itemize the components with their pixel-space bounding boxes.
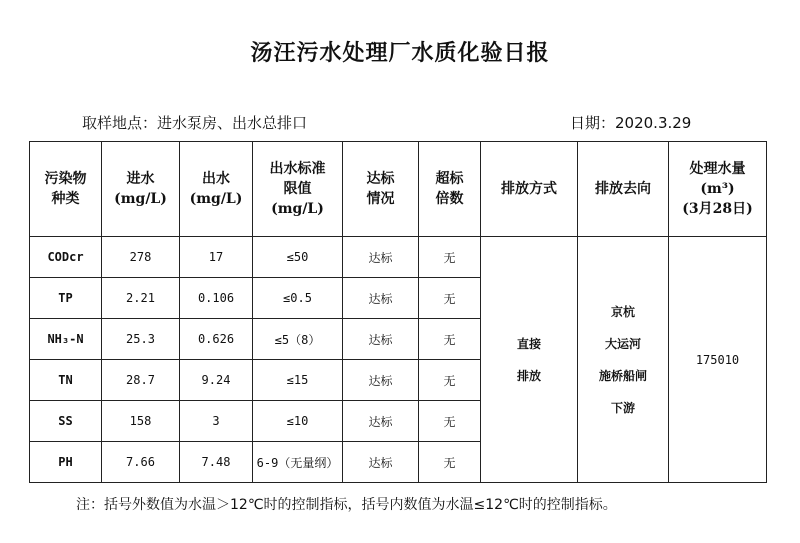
exceed-multiple: 无 [419, 319, 481, 360]
compliance-status: 达标 [343, 278, 419, 319]
compliance-status: 达标 [343, 360, 419, 401]
outflow-value: 17 [180, 237, 253, 278]
header-discharge-dest: 排放去向 [578, 142, 669, 237]
compliance-status: 达标 [343, 401, 419, 442]
pollutant-name: CODcr [30, 237, 102, 278]
treated-volume: 175010 [669, 237, 767, 483]
compliance-status: 达标 [343, 237, 419, 278]
pollutant-name: PH [30, 442, 102, 483]
header-volume: 处理水量 (m³) (3月28日) [669, 142, 767, 237]
sampling-location: 取样地点：进水泵房、出水总排口 [82, 114, 308, 132]
report-date: 日期：2020.3.29 [570, 114, 692, 132]
exceed-multiple: 无 [419, 237, 481, 278]
inflow-value: 25.3 [102, 319, 180, 360]
header-limit: 出水标准 限值 (mg/L) [253, 142, 343, 237]
outflow-value: 0.626 [180, 319, 253, 360]
header-discharge-mode: 排放方式 [481, 142, 578, 237]
limit-value: ≤10 [253, 401, 343, 442]
header-outflow: 出水 (mg/L) [180, 142, 253, 237]
outflow-value: 7.48 [180, 442, 253, 483]
compliance-status: 达标 [343, 442, 419, 483]
footnote: 注：括号外数值为水温＞12℃时的控制指标，括号内数值为水温≤12℃时的控制指标。 [76, 497, 617, 513]
discharge-mode: 直接 排放 [481, 237, 578, 483]
outflow-value: 3 [180, 401, 253, 442]
pollutant-name: NH₃-N [30, 319, 102, 360]
limit-value: ≤15 [253, 360, 343, 401]
discharge-destination: 京杭 大运河 施桥船闸 下游 [578, 237, 669, 483]
header-inflow: 进水 (mg/L) [102, 142, 180, 237]
inflow-value: 2.21 [102, 278, 180, 319]
pollutant-name: SS [30, 401, 102, 442]
header-compliance: 达标 情况 [343, 142, 419, 237]
report-title: 汤汪污水处理厂水质化验日报 [250, 41, 550, 66]
inflow-value: 7.66 [102, 442, 180, 483]
header-pollutant: 污染物 种类 [30, 142, 102, 237]
exceed-multiple: 无 [419, 278, 481, 319]
exceed-multiple: 无 [419, 360, 481, 401]
limit-value: ≤0.5 [253, 278, 343, 319]
water-quality-table [29, 141, 767, 483]
inflow-value: 278 [102, 237, 180, 278]
table-row [30, 237, 767, 278]
compliance-status: 达标 [343, 319, 419, 360]
outflow-value: 0.106 [180, 278, 253, 319]
pollutant-name: TP [30, 278, 102, 319]
header-row [30, 142, 767, 237]
outflow-value: 9.24 [180, 360, 253, 401]
pollutant-name: TN [30, 360, 102, 401]
inflow-value: 158 [102, 401, 180, 442]
header-exceed: 超标 倍数 [419, 142, 481, 237]
inflow-value: 28.7 [102, 360, 180, 401]
exceed-multiple: 无 [419, 442, 481, 483]
exceed-multiple: 无 [419, 401, 481, 442]
limit-value: ≤50 [253, 237, 343, 278]
limit-value: ≤5（8） [253, 319, 343, 360]
limit-value: 6-9（无量纲） [253, 442, 343, 483]
